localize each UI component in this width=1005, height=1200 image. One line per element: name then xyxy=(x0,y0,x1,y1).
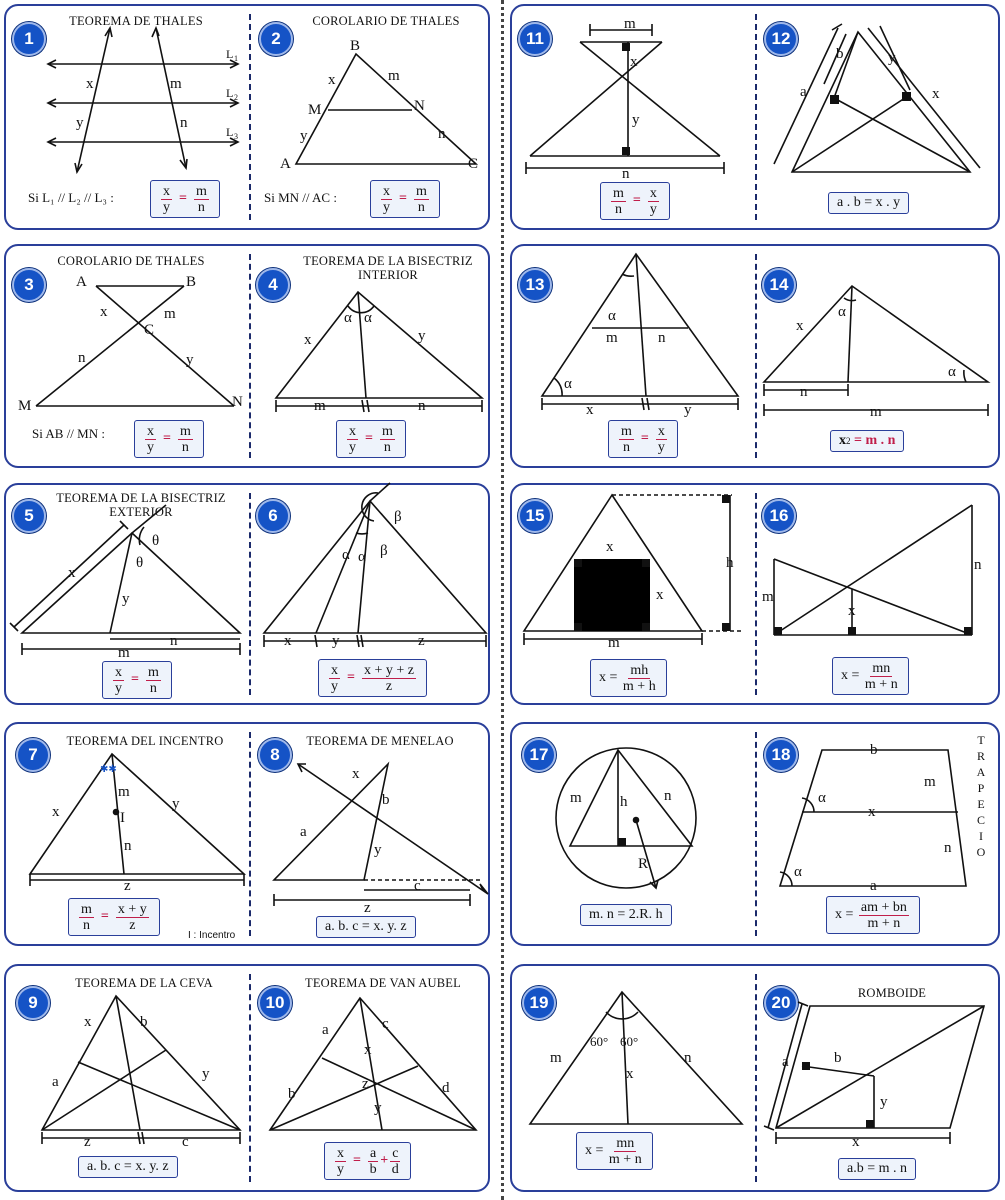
svg-text:b: b xyxy=(836,46,844,62)
svg-text:R: R xyxy=(638,856,649,872)
svg-text:α: α xyxy=(344,310,352,326)
badge-8: 8 xyxy=(258,738,292,772)
formula-14: x 2 = m . n xyxy=(830,430,904,452)
formula-12: a . b = x . y xyxy=(828,192,909,214)
svg-text:m: m xyxy=(608,635,620,651)
badge-4: 4 xyxy=(256,268,290,302)
formula-2: $\frac{x}{y}$ = $\frac{m}{n}$ xyxy=(370,180,440,218)
svg-text:m: m xyxy=(870,404,882,420)
badge-12: 12 xyxy=(764,22,798,56)
badge-20: 20 xyxy=(764,986,798,1020)
label-m: m xyxy=(170,76,182,92)
label-y: y xyxy=(76,115,84,131)
svg-text:α: α xyxy=(342,547,350,563)
svg-text:x: x xyxy=(364,1042,372,1058)
svg-text:x: x xyxy=(796,318,804,334)
svg-text:B: B xyxy=(186,274,197,290)
svg-text:x: x xyxy=(852,1134,860,1150)
svg-text:x: x xyxy=(328,72,336,88)
formula-8: a. b. c = x. y. z xyxy=(316,916,416,938)
svg-text:c: c xyxy=(414,878,421,894)
svg-text:h: h xyxy=(726,555,734,571)
svg-text:y: y xyxy=(880,1094,888,1110)
svg-text:b: b xyxy=(140,1014,148,1030)
title-20: ROMBOIDE xyxy=(857,986,927,1000)
svg-text:x: x xyxy=(656,587,664,603)
center-divider xyxy=(501,0,504,1200)
badge-7: 7 xyxy=(16,738,50,772)
svg-text:b: b xyxy=(288,1086,296,1102)
svg-text:α: α xyxy=(948,364,956,380)
svg-text:n: n xyxy=(658,330,666,346)
svg-text:m: m xyxy=(388,68,400,84)
badge-5: 5 xyxy=(12,499,46,533)
diagram-15-16 xyxy=(512,485,1002,707)
svg-text:y: y xyxy=(202,1066,210,1082)
panel-13-14 xyxy=(510,244,1000,468)
svg-text:y: y xyxy=(122,591,130,607)
badge-14: 14 xyxy=(762,268,796,302)
label-L3: L xyxy=(226,125,234,139)
svg-text:a: a xyxy=(782,1054,789,1070)
svg-text:x: x xyxy=(100,304,108,320)
panel-11-12 xyxy=(510,4,1000,230)
svg-text:z: z xyxy=(124,878,131,894)
panel-19-20 xyxy=(510,964,1000,1192)
panel-1-2 xyxy=(4,4,490,230)
panel-17-18 xyxy=(510,722,1000,946)
badge-18: 18 xyxy=(764,738,798,772)
svg-text:β: β xyxy=(380,543,388,559)
svg-text:m: m xyxy=(314,398,326,414)
svg-text:α: α xyxy=(364,310,372,326)
svg-text:z: z xyxy=(364,900,371,916)
svg-text:n: n xyxy=(684,1050,692,1066)
svg-text:x: x xyxy=(284,633,292,649)
svg-text:x: x xyxy=(352,766,360,782)
panel-3-4 xyxy=(4,244,490,468)
svg-text:m: m xyxy=(570,790,582,806)
svg-text:z: z xyxy=(418,633,425,649)
condition-3: Si AB // MN : xyxy=(32,426,105,441)
svg-text:x: x xyxy=(304,332,312,348)
badge-10: 10 xyxy=(258,986,292,1020)
svg-text:c: c xyxy=(182,1134,189,1150)
formula-1: $\frac{x}{y}$ = $\frac{m}{n}$ xyxy=(150,180,220,218)
svg-text:x: x xyxy=(68,565,76,581)
formula-4: $\frac{x}{y}$ = $\frac{m}{n}$ xyxy=(336,420,406,458)
svg-text:n: n xyxy=(944,840,952,856)
formula-11: $\frac{m}{n}$ = $\frac{x}{y}$ xyxy=(600,182,670,220)
svg-text:N: N xyxy=(414,98,425,114)
svg-text:n: n xyxy=(124,838,132,854)
svg-text:h: h xyxy=(620,794,628,810)
title-2: COROLARIO DE THALES xyxy=(312,14,460,28)
label-L1: L xyxy=(226,47,234,61)
svg-text:y: y xyxy=(888,50,896,66)
svg-text:n: n xyxy=(622,166,630,182)
svg-text:m: m xyxy=(762,589,774,605)
svg-text:α: α xyxy=(608,308,616,324)
svg-text:y: y xyxy=(300,128,308,144)
svg-text:2: 2 xyxy=(234,93,238,102)
badge-3: 3 xyxy=(12,268,46,302)
svg-text:x: x xyxy=(630,54,638,70)
formula-19: x = $\frac{mn}{m + n}$ xyxy=(576,1132,653,1170)
svg-text:n: n xyxy=(664,788,672,804)
svg-text:y: y xyxy=(332,633,340,649)
condition-1: Si L₁ // L₂ // L₃ : xyxy=(28,190,114,205)
svg-text:n: n xyxy=(170,633,178,649)
svg-text:✱✱: ✱✱ xyxy=(100,764,117,775)
svg-text:n: n xyxy=(800,384,808,400)
panel-15-16 xyxy=(510,483,1000,705)
svg-text:β: β xyxy=(394,509,402,525)
svg-text:α: α xyxy=(358,549,366,565)
svg-text:x: x xyxy=(626,1066,634,1082)
panel-9-10 xyxy=(4,964,490,1192)
formula-13: $\frac{m}{n}$ = $\frac{x}{y}$ xyxy=(608,420,678,458)
svg-text:C: C xyxy=(144,322,155,338)
svg-text:I: I xyxy=(120,810,125,826)
svg-text:m: m xyxy=(118,645,130,661)
title-4: TEOREMA DE LA BISECTRIZ INTERIOR xyxy=(303,254,473,282)
svg-text:B: B xyxy=(350,38,361,54)
title-7: TEOREMA DEL INCENTRO xyxy=(66,734,224,748)
formula-20: a.b = m . n xyxy=(838,1158,916,1180)
title-5: TEOREMA DE LA BISECTRIZ EXTERIOR xyxy=(56,491,226,519)
svg-text:n: n xyxy=(974,557,982,573)
svg-text:z: z xyxy=(84,1134,91,1150)
svg-text:3: 3 xyxy=(234,132,238,141)
formula-5: $\frac{x}{y}$ = $\frac{m}{n}$ xyxy=(102,661,172,699)
svg-text:α: α xyxy=(818,790,826,806)
svg-text:m: m xyxy=(606,330,618,346)
svg-text:b: b xyxy=(382,792,390,808)
svg-text:x: x xyxy=(84,1014,92,1030)
title-1: TEOREMA DE THALES xyxy=(69,14,203,28)
formula-10: $\frac{x}{y}$ = $\frac{a}{b}$ + $\frac{c}{d}$ xyxy=(324,1142,411,1180)
svg-text:y: y xyxy=(684,402,692,418)
svg-text:x: x xyxy=(52,804,60,820)
panel-5-6 xyxy=(4,483,490,705)
diagram-13-14 xyxy=(512,246,1002,470)
svg-text:a: a xyxy=(800,84,807,100)
svg-text:C: C xyxy=(468,156,479,172)
note-incentro: I : Incentro xyxy=(188,930,236,941)
svg-text:N: N xyxy=(232,394,243,410)
badge-13: 13 xyxy=(518,268,552,302)
svg-text:60°: 60° xyxy=(620,1034,639,1049)
svg-text:m: m xyxy=(624,16,636,32)
formula-18: x = $\frac{am + bn}{m + n}$ xyxy=(826,896,920,934)
badge-15: 15 xyxy=(518,499,552,533)
svg-text:M: M xyxy=(18,398,32,414)
badge-11: 11 xyxy=(518,22,552,56)
formula-9: a. b. c = x. y. z xyxy=(78,1156,178,1178)
badge-17: 17 xyxy=(522,738,556,772)
formula-7: $\frac{m}{n}$ = $\frac{x + y}{z}$ xyxy=(68,898,160,936)
svg-text:y: y xyxy=(374,842,382,858)
svg-text:x: x xyxy=(848,603,856,619)
svg-text:x: x xyxy=(868,804,876,820)
badge-9: 9 xyxy=(16,986,50,1020)
formula-15: x = $\frac{mh}{m + h}$ xyxy=(590,659,667,697)
title-10: TEOREMA DE VAN AUBEL xyxy=(305,976,461,990)
svg-text:y: y xyxy=(418,328,426,344)
badge-1: 1 xyxy=(12,22,46,56)
label-trapecio: T R A P E C I O xyxy=(976,733,986,859)
label-x: x xyxy=(86,76,94,92)
title-3: COROLARIO DE THALES xyxy=(57,254,205,268)
svg-text:60°: 60° xyxy=(590,1034,609,1049)
badge-6: 6 xyxy=(256,499,290,533)
svg-text:z: z xyxy=(362,1076,369,1092)
svg-text:n: n xyxy=(418,398,426,414)
svg-text:x: x xyxy=(932,86,940,102)
svg-text:b: b xyxy=(834,1050,842,1066)
svg-text:m: m xyxy=(924,774,936,790)
svg-text:y: y xyxy=(374,1100,382,1116)
svg-text:m: m xyxy=(118,784,130,800)
svg-text:a: a xyxy=(870,878,877,894)
condition-2: Si MN // AC : xyxy=(264,190,337,205)
svg-text:m: m xyxy=(550,1050,562,1066)
formula-17: m. n = 2.R. h xyxy=(580,904,672,926)
svg-text:x: x xyxy=(606,539,614,555)
svg-text:y: y xyxy=(186,352,194,368)
formula-16: x = $\frac{mn}{m + n}$ xyxy=(832,657,909,695)
svg-text:θ: θ xyxy=(136,555,144,571)
title-9: TEOREMA DE LA CEVA xyxy=(75,976,213,990)
svg-text:α: α xyxy=(838,304,846,320)
badge-16: 16 xyxy=(762,499,796,533)
label-n: n xyxy=(180,115,188,131)
svg-text:1: 1 xyxy=(234,54,238,63)
formula-6: $\frac{x}{y}$ = $\frac{x + y + z}{z}$ xyxy=(318,659,427,697)
svg-text:M: M xyxy=(308,102,322,118)
formula-3: $\frac{x}{y}$ = $\frac{m}{n}$ xyxy=(134,420,204,458)
svg-text:m: m xyxy=(164,306,176,322)
svg-text:n: n xyxy=(78,350,86,366)
svg-text:a: a xyxy=(322,1022,329,1038)
svg-text:A: A xyxy=(280,156,291,172)
svg-text:a: a xyxy=(52,1074,59,1090)
svg-text:α: α xyxy=(794,864,802,880)
diagram-11-12 xyxy=(512,6,1002,232)
svg-text:y: y xyxy=(172,796,180,812)
label-L2: L xyxy=(226,86,234,100)
svg-text:d: d xyxy=(442,1080,450,1096)
svg-text:n: n xyxy=(438,126,446,142)
svg-text:A: A xyxy=(76,274,87,290)
svg-text:c: c xyxy=(382,1016,389,1032)
svg-text:a: a xyxy=(300,824,307,840)
svg-text:y: y xyxy=(632,112,640,128)
badge-19: 19 xyxy=(522,986,556,1020)
svg-text:α: α xyxy=(564,376,572,392)
title-8: TEOREMA DE MENELAO xyxy=(306,734,454,748)
svg-text:x: x xyxy=(586,402,594,418)
badge-2: 2 xyxy=(259,22,293,56)
panel-7-8 xyxy=(4,722,490,946)
svg-text:b: b xyxy=(870,742,878,758)
svg-text:θ: θ xyxy=(152,533,160,549)
